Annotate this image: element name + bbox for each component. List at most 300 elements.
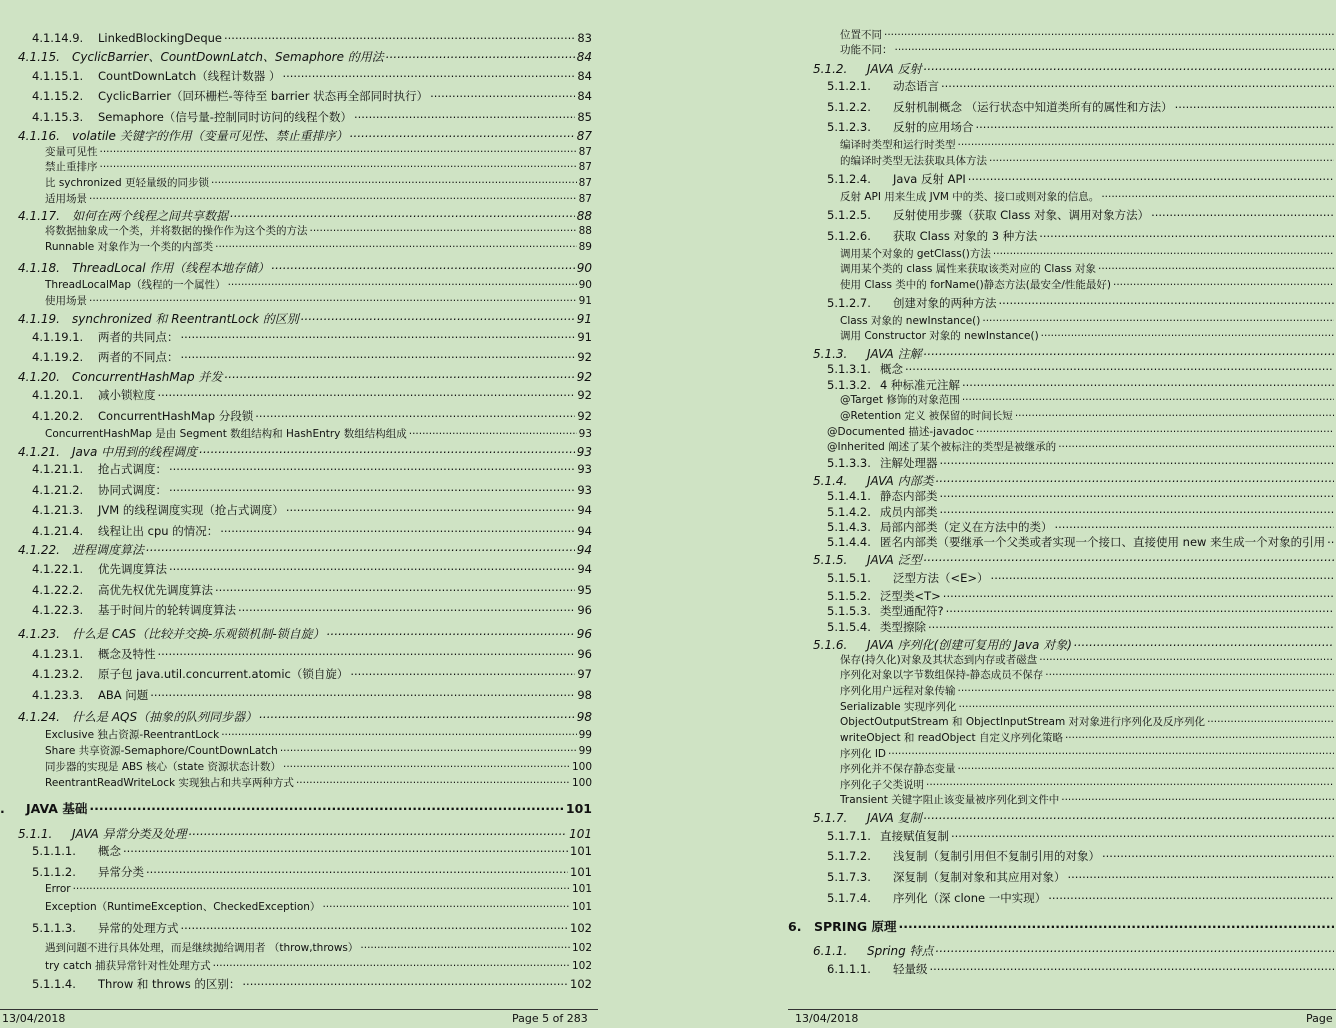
toc-leader-dots — [943, 589, 1334, 601]
toc-entry[interactable] — [18, 825, 592, 842]
toc-leader-dots — [884, 28, 1334, 39]
toc-entry-page: 92 — [577, 350, 592, 364]
toc-entry-page: 87 — [578, 193, 592, 205]
toc-leader-dots — [221, 728, 576, 739]
toc-entry[interactable] — [840, 792, 1336, 807]
toc-entry-page: 98 — [576, 710, 592, 724]
toc-entry-title: writeObject 和 readObject 自定义序列化策略 — [840, 732, 1063, 744]
toc-entry-page: 91 — [578, 295, 592, 307]
toc-entry-title: Runnable 对象作为一个类的内部类 — [45, 241, 214, 253]
toc-entry-number: 4.1.23.1. — [32, 647, 84, 661]
toc-leader-dots — [282, 69, 575, 81]
toc-entry-number: 5.1.2.5. — [827, 208, 871, 222]
toc-entry-page: 96 — [577, 603, 592, 617]
toc-entry[interactable] — [827, 295, 1336, 311]
toc-entry[interactable] — [45, 293, 592, 308]
toc-entry-title: 协同式调度： — [98, 483, 167, 497]
toc-leader-dots — [899, 919, 1334, 932]
toc-entry[interactable] — [840, 137, 1336, 152]
toc-entry-page: 90 — [576, 261, 592, 275]
toc-entry[interactable] — [32, 666, 592, 682]
toc-entry[interactable] — [840, 746, 1336, 761]
toc-entry-title: 动态语言 — [893, 79, 939, 93]
toc-entry-number: 6.1.1.1. — [827, 962, 871, 976]
toc-entry-number: 5.1.5.4. — [827, 620, 871, 634]
toc-entry-title: 泛型类<T> — [880, 589, 941, 603]
toc-entry[interactable] — [18, 127, 592, 144]
toc-entry[interactable] — [827, 504, 1336, 520]
toc-entry[interactable] — [32, 30, 592, 45]
toc-entry-title: JAVA 复制 — [867, 811, 922, 825]
toc-entry[interactable] — [0, 799, 592, 817]
toc-entry-title: JAVA 序列化(创建可复用的 Java 对象) — [867, 638, 1072, 652]
toc-leader-dots — [1074, 637, 1334, 649]
toc-entry[interactable] — [45, 743, 592, 758]
toc-entry[interactable] — [827, 488, 1336, 504]
toc-leader-dots — [888, 747, 1334, 758]
toc-entry[interactable] — [45, 940, 592, 955]
toc-leader-dots — [1015, 409, 1334, 420]
toc-entry-title: CyclicBarrier（回环栅栏-等待至 barrier 状态再全部同时执行） — [98, 89, 429, 103]
toc-entry-page: 100 — [571, 777, 592, 789]
toc-entry-title: 变量可见性 — [45, 146, 98, 158]
toc-entry-page: 92 — [577, 388, 592, 402]
toc-leader-dots — [215, 240, 577, 251]
toc-entry-page: 101 — [565, 801, 592, 816]
toc-entry-page: 93 — [578, 428, 592, 440]
toc-entry[interactable] — [45, 191, 592, 206]
toc-entry-page: 99 — [578, 745, 592, 757]
toc-entry[interactable] — [32, 561, 592, 577]
toc-entry-number: 5.1.3.1. — [827, 362, 871, 376]
toc-leader-dots — [228, 278, 577, 289]
toc-entry[interactable] — [840, 408, 1336, 423]
toc-entry[interactable] — [813, 809, 1336, 826]
toc-entry-title: 序列化子父类说明 — [840, 779, 924, 791]
toc-entry[interactable] — [18, 541, 592, 558]
toc-entry-number: 4.1.15.3. — [32, 110, 84, 124]
toc-entry-page: 84 — [577, 69, 592, 83]
toc-entry-title: 深复制（复制对象和其应用对象） — [893, 870, 1066, 884]
toc-entry[interactable] — [813, 636, 1336, 653]
toc-entry[interactable] — [827, 361, 1336, 377]
toc-leader-dots — [211, 176, 577, 187]
toc-entry-title: 同步器的实现是 ABS 核心（state 资源状态计数） — [45, 761, 281, 773]
toc-entry-page: 98 — [577, 688, 592, 702]
toc-entry[interactable] — [45, 759, 592, 774]
toc-entry[interactable] — [32, 482, 592, 498]
toc-entry-number: 4.1.15. — [18, 50, 60, 64]
toc-entry-title: 序列化用户远程对象传输 — [840, 685, 956, 697]
toc-entry[interactable] — [45, 899, 592, 914]
toc-entry-title: 反射使用步骤（获取 Class 对象、调用对象方法） — [893, 208, 1150, 222]
toc-leader-dots — [991, 571, 1334, 583]
toc-entry[interactable] — [827, 439, 1336, 454]
toc-entry-title: Share 共享资源-Semaphore/CountDownLatch — [45, 745, 278, 757]
toc-entry-title: 序列化 ID — [840, 748, 887, 760]
toc-leader-dots — [360, 941, 570, 952]
toc-leader-dots — [962, 378, 1334, 390]
toc-leader-dots — [146, 865, 568, 877]
toc-entry[interactable] — [840, 699, 1336, 714]
toc-entry[interactable] — [827, 828, 1336, 844]
toc-leader-dots — [976, 120, 1335, 132]
toc-entry-number: 4.1.19.1. — [32, 330, 84, 344]
toc-entry[interactable] — [32, 976, 592, 992]
toc-entry[interactable] — [45, 426, 592, 441]
toc-entry-page: 93 — [576, 445, 592, 459]
toc-leader-dots — [989, 154, 1334, 165]
toc-entry[interactable] — [840, 277, 1336, 292]
toc-entry[interactable] — [32, 646, 592, 662]
toc-entry[interactable] — [45, 727, 592, 742]
toc-entry-number: 5.1.7.1. — [827, 829, 871, 843]
toc-leader-dots — [386, 49, 575, 61]
toc-entry[interactable] — [788, 917, 1336, 935]
toc-entry-number: 5.1.1.2. — [32, 865, 76, 879]
toc-entry[interactable] — [32, 523, 592, 539]
toc-entry-title: ConcurrentHashMap 是由 Segment 数组结构和 HashEntry 数组结构组成 — [45, 428, 407, 440]
toc-entry[interactable] — [32, 68, 592, 84]
toc-leader-dots — [1058, 440, 1334, 451]
toc-entry-title: 反射的应用场合 — [893, 120, 974, 134]
toc-entry-title: synchronized 和 ReentrantLock 的区别 — [72, 312, 299, 326]
toc-leader-dots — [1068, 870, 1335, 882]
toc-leader-dots — [350, 667, 575, 679]
toc-entry-number: 5.1.3.3. — [827, 456, 871, 470]
toc-entry-title: LinkedBlockingDeque — [98, 30, 222, 45]
toc-entry[interactable] — [840, 328, 1336, 343]
toc-entry-title: 减小锁粒度 — [98, 388, 156, 402]
toc-entry-title: 序列化（深 clone 一中实现） — [893, 891, 1047, 905]
toc-leader-dots — [350, 128, 575, 140]
toc-leader-dots — [430, 89, 575, 101]
toc-entry-title: 两者的不同点： — [98, 350, 179, 364]
toc-entry[interactable] — [827, 377, 1336, 393]
toc-leader-dots — [123, 844, 568, 856]
toc-entry[interactable] — [840, 777, 1336, 792]
toc-entry-number: 5.1.3. — [813, 347, 848, 361]
toc-entry-title: 轻量级 — [893, 962, 928, 976]
toc-entry-title: 原子包 java.util.concurrent.atomic（锁自旋） — [98, 667, 349, 681]
toc-entry-page: 101 — [570, 865, 592, 879]
toc-entry-title: 直接赋值复制 — [880, 829, 949, 843]
toc-entry-title: 匿名内部类（要继承一个父类或者实现一个接口、直接使用 new 来生成一个对象的引用 — [880, 535, 1326, 549]
toc-leader-dots — [354, 110, 575, 122]
toc-entry[interactable] — [18, 443, 592, 460]
toc-entry-page: 94 — [577, 524, 592, 538]
toc-entry[interactable] — [32, 387, 592, 403]
toc-entry[interactable] — [827, 890, 1336, 906]
toc-entry-title: CountDownLatch（线程计数器 ） — [98, 69, 281, 83]
toc-leader-dots — [224, 369, 574, 381]
toc-entry[interactable] — [813, 60, 1336, 77]
toc-entry-title: 的编译时类型无法获取具体方法 — [840, 155, 987, 167]
right-footer-rule — [788, 1009, 1336, 1010]
toc-entry[interactable] — [840, 714, 1336, 729]
toc-entry[interactable] — [32, 408, 592, 424]
toc-leader-dots — [1048, 891, 1334, 903]
toc-entry[interactable] — [827, 961, 1336, 977]
toc-entry[interactable] — [32, 349, 592, 365]
toc-leader-dots — [1041, 329, 1334, 340]
toc-entry-title: Serializable 实现序列化 — [840, 701, 957, 713]
toc-leader-dots — [924, 810, 1334, 822]
toc-entry-number: 5.1.5.2. — [827, 589, 871, 603]
toc-entry[interactable] — [827, 534, 1336, 550]
toc-leader-dots — [968, 172, 1334, 184]
toc-leader-dots — [1065, 731, 1334, 742]
toc-entry-page: 102 — [570, 921, 592, 935]
toc-leader-dots — [1327, 535, 1335, 547]
toc-entry[interactable] — [827, 603, 1336, 619]
toc-leader-dots — [169, 462, 575, 474]
toc-entry[interactable] — [32, 843, 592, 859]
toc-entry-title: 两者的共同点： — [98, 330, 179, 344]
toc-entry-number: 5.1.7.3. — [827, 870, 871, 884]
toc-leader-dots — [958, 138, 1335, 149]
toc-entry[interactable] — [840, 189, 1336, 204]
toc-leader-dots — [941, 79, 1334, 91]
toc-entry-number: . — [0, 801, 5, 816]
toc-entry-title: 遇到问题不进行具体处理，而是继续抛给调用者 （throw,throws） — [45, 942, 359, 954]
toc-entry[interactable] — [840, 313, 1336, 328]
toc-entry-page: 102 — [571, 960, 592, 972]
toc-entry[interactable] — [45, 881, 592, 895]
toc-entry-title: Class 对象的 newInstance() — [840, 315, 981, 327]
toc-entry[interactable] — [827, 570, 1336, 586]
toc-entry-title: ThreadLocal 作用（线程本地存储） — [72, 261, 270, 275]
toc-entry[interactable] — [827, 119, 1336, 135]
toc-leader-dots — [242, 977, 568, 989]
toc-entry[interactable] — [827, 207, 1336, 223]
toc-entry[interactable] — [840, 42, 1336, 57]
toc-entry-number: 5.1.1.3. — [32, 921, 76, 935]
toc-entry[interactable] — [840, 392, 1336, 407]
toc-entry-title: 抢占式调度： — [98, 462, 167, 476]
toc-entry-number: 5.1.2.6. — [827, 229, 871, 243]
left-footer-page: Page 5 of 283 — [512, 1012, 588, 1025]
toc-leader-dots — [1101, 190, 1334, 201]
right-footer-page: Page — [1306, 1012, 1333, 1025]
toc-entry-number: 4.1.20.1. — [32, 388, 84, 402]
toc-leader-dots — [1102, 849, 1334, 861]
toc-entry-page: 88 — [578, 225, 592, 237]
toc-entry[interactable] — [32, 602, 592, 618]
toc-entry[interactable] — [45, 159, 592, 174]
toc-entry[interactable] — [827, 78, 1336, 94]
toc-entry-number: 4.1.20. — [18, 370, 60, 384]
toc-entry[interactable] — [827, 424, 1336, 439]
toc-entry[interactable] — [840, 261, 1336, 276]
toc-entry[interactable] — [32, 461, 592, 477]
toc-entry-title: ConcurrentHashMap 分段锁 — [98, 409, 254, 423]
toc-entry-title: JAVA 泛型 — [867, 553, 922, 567]
toc-entry-number: 4.1.18. — [18, 261, 60, 275]
toc-entry[interactable] — [18, 708, 592, 725]
toc-entry-title: 进程调度算法 — [72, 543, 145, 557]
toc-entry[interactable] — [45, 958, 592, 973]
toc-entry-page: 93 — [577, 462, 592, 476]
toc-entry[interactable] — [827, 171, 1336, 187]
toc-entry-number: 4.1.15.2. — [32, 89, 84, 103]
right-footer-date: 13/04/2018 — [795, 1012, 859, 1025]
toc-entry[interactable] — [18, 368, 592, 385]
toc-leader-dots — [255, 409, 575, 421]
toc-entry-number: 5.1.2.4. — [827, 172, 871, 186]
toc-entry[interactable] — [813, 551, 1336, 568]
toc-entry[interactable] — [32, 864, 592, 880]
toc-entry[interactable] — [18, 259, 592, 276]
toc-leader-dots — [181, 350, 576, 362]
toc-entry-title: 适用场景 — [45, 193, 87, 205]
toc-leader-dots — [230, 208, 575, 220]
toc-entry-title: 比 sychronized 更轻量级的同步锁 — [45, 177, 210, 189]
toc-entry-title: 创建对象的两种方法 — [893, 296, 997, 310]
toc-entry[interactable] — [45, 775, 592, 790]
toc-entry-number: 5.1.4.4. — [827, 535, 871, 549]
toc-entry-number: 5.1.4.1. — [827, 489, 871, 503]
toc-entry-title: ABA 问题 — [98, 688, 149, 702]
toc-entry[interactable] — [813, 472, 1336, 489]
toc-leader-dots — [982, 314, 1334, 325]
toc-entry-title: 功能不同： — [840, 44, 893, 56]
toc-entry[interactable] — [827, 848, 1336, 864]
toc-leader-dots — [238, 603, 575, 615]
toc-leader-dots — [100, 145, 577, 156]
toc-entry-number: 4.1.19.2. — [32, 350, 84, 364]
toc-entry[interactable] — [32, 687, 592, 703]
toc-entry[interactable] — [45, 175, 592, 190]
toc-entry[interactable] — [840, 667, 1336, 682]
toc-entry[interactable] — [840, 683, 1336, 698]
toc-entry-title: CyclicBarrier、CountDownLatch、Semaphore 的用法 — [72, 50, 384, 64]
toc-entry-page: 92 — [576, 370, 592, 384]
toc-entry-page: 102 — [571, 942, 592, 954]
toc-entry-number: 5.1.7.4. — [827, 891, 871, 905]
toc-entry-number: 5.1.7.2. — [827, 849, 871, 863]
toc-entry-title: JAVA 注解 — [867, 347, 922, 361]
toc-entry-number: 5.1.4.2. — [827, 505, 871, 519]
toc-entry-page: 87 — [578, 177, 592, 189]
toc-leader-dots — [1113, 278, 1334, 289]
toc-leader-dots — [89, 801, 564, 814]
toc-entry[interactable] — [840, 246, 1336, 261]
toc-leader-dots — [280, 744, 577, 755]
toc-entry-number: 4.1.24. — [18, 710, 60, 724]
toc-entry-title: 线程让出 cpu 的情况： — [98, 524, 219, 538]
toc-entry[interactable] — [32, 329, 592, 345]
toc-entry-page: 90 — [578, 279, 592, 291]
toc-entry-number: 5.1.4. — [813, 474, 848, 488]
toc-leader-dots — [73, 881, 570, 892]
toc-entry[interactable] — [32, 582, 592, 598]
toc-entry-title: Throw 和 throws 的区别： — [98, 977, 241, 991]
toc-entry-page: 87 — [576, 129, 592, 143]
toc-leader-dots — [169, 562, 575, 574]
toc-entry-page: 94 — [577, 503, 592, 517]
toc-entry-number: 4.1.22.1. — [32, 562, 84, 576]
toc-entry-title: JAVA 异常分类及处理 — [72, 827, 187, 841]
toc-entry-page: 84 — [577, 89, 592, 103]
left-footer-rule — [0, 1009, 598, 1010]
left-page — [0, 0, 600, 1028]
toc-entry[interactable] — [827, 619, 1336, 635]
toc-entry[interactable] — [840, 761, 1336, 776]
toc-entry[interactable] — [32, 920, 592, 936]
toc-leader-dots — [924, 346, 1334, 358]
toc-entry[interactable] — [813, 942, 1336, 959]
toc-entry-title: 反射机制概念 （运行状态中知道类所有的属性和方法） — [893, 100, 1173, 114]
toc-leader-dots — [946, 604, 1334, 616]
toc-entry[interactable] — [18, 48, 592, 65]
toc-entry-title: 异常的处理方式 — [98, 921, 179, 935]
toc-entry-title: Spring 特点 — [867, 944, 934, 958]
toc-entry-page: 102 — [570, 977, 592, 991]
toc-entry[interactable] — [18, 310, 592, 327]
toc-entry-title: 保存(持久化)对象及其状态到内存或者磁盘 — [840, 654, 1038, 666]
toc-entry-number: 5.1.4.3. — [827, 520, 871, 534]
toc-leader-dots — [1039, 653, 1334, 664]
toc-leader-dots — [286, 503, 576, 515]
toc-leader-dots — [936, 943, 1334, 955]
toc-leader-dots — [924, 61, 1334, 73]
toc-leader-dots — [1045, 668, 1334, 679]
toc-entry-title: 调用某个对象的 getClass()方法 — [840, 248, 991, 260]
toc-leader-dots — [993, 247, 1334, 258]
toc-leader-dots — [89, 192, 577, 203]
toc-entry[interactable] — [840, 153, 1336, 168]
toc-entry[interactable] — [45, 239, 592, 254]
toc-entry[interactable] — [827, 869, 1336, 885]
toc-entry[interactable] — [18, 207, 592, 224]
toc-entry[interactable] — [18, 625, 592, 642]
toc-entry-title: 概念及特性 — [98, 647, 156, 661]
toc-entry-title: 反射 API 用来生成 JVM 中的类、接口或则对象的信息。 — [840, 191, 1100, 203]
toc-entry-title: @Target 修饰的对象范围 — [840, 394, 960, 406]
toc-entry[interactable] — [32, 502, 592, 518]
toc-leader-dots — [215, 583, 575, 595]
toc-leader-dots — [1039, 229, 1334, 241]
toc-entry[interactable] — [32, 109, 592, 125]
toc-entry[interactable] — [827, 228, 1336, 244]
toc-entry[interactable] — [840, 27, 1336, 42]
toc-entry[interactable] — [45, 277, 592, 292]
toc-entry[interactable] — [840, 652, 1336, 667]
toc-entry-title: 类型擦除 — [880, 620, 926, 634]
toc-entry-number: 5.1.5.1. — [827, 571, 871, 585]
toc-entry-page: 95 — [577, 583, 592, 597]
toc-entry[interactable] — [827, 588, 1336, 604]
toc-entry-title: Error — [45, 882, 71, 895]
toc-entry-page: 92 — [577, 409, 592, 423]
toc-entry[interactable] — [45, 144, 592, 159]
toc-entry-page: 97 — [577, 667, 592, 681]
toc-leader-dots — [936, 473, 1334, 485]
toc-entry[interactable] — [827, 455, 1336, 471]
toc-entry[interactable] — [45, 223, 592, 238]
toc-entry[interactable] — [840, 730, 1336, 745]
toc-entry-number: 4.1.15.1. — [32, 69, 84, 83]
toc-entry-title: 什么是 CAS（比较并交换-乐观锁机制-锁自旋） — [72, 627, 325, 641]
toc-entry[interactable] — [827, 99, 1336, 115]
toc-entry-title: JAVA 反射 — [867, 62, 922, 76]
toc-leader-dots — [301, 311, 575, 323]
toc-entry[interactable] — [827, 519, 1336, 535]
toc-entry[interactable] — [813, 345, 1336, 362]
toc-entry-number: 4.1.21.2. — [32, 483, 84, 497]
toc-entry[interactable] — [32, 88, 592, 104]
